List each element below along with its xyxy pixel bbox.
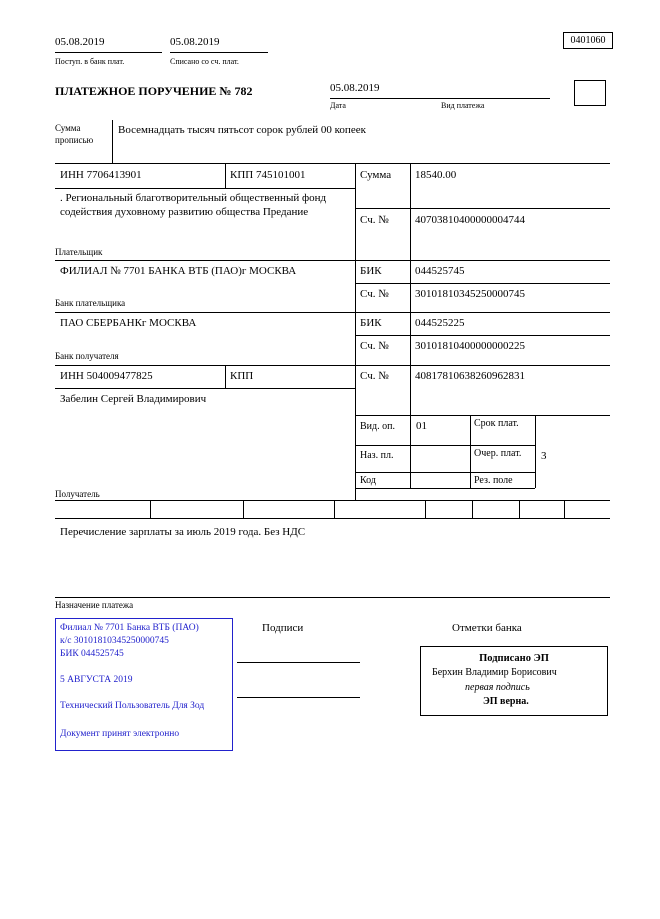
- amount-words: Восемнадцать тысяч пятьсот сорок рублей 00 копеек: [118, 124, 366, 136]
- grid-line: [355, 208, 610, 209]
- payee-name: Забелин Сергей Владимирович: [60, 393, 207, 405]
- payer-bank-caption: Банк плательщика: [55, 298, 126, 308]
- grid-line: [355, 415, 610, 416]
- payer-bank-account-label: Сч. №: [360, 288, 389, 300]
- signature-line: [237, 662, 360, 663]
- grid-line: [355, 335, 610, 336]
- status-box: [574, 80, 606, 106]
- payer-account: 40703810400000004744: [415, 214, 525, 226]
- grid-line: [225, 365, 226, 388]
- blue-stamp-operator: Технический Пользователь Для Зод: [60, 701, 205, 711]
- stamp-first-signature: первая подпись: [465, 682, 530, 693]
- grid-line: [425, 500, 426, 518]
- payer-kpp: КПП 745101001: [230, 169, 306, 181]
- ocher-plat-value: 3: [541, 450, 547, 462]
- sum-value: 18540.00: [415, 169, 457, 181]
- grid-line: [355, 488, 535, 489]
- grid-line: [334, 500, 335, 518]
- grid-line: [55, 388, 355, 389]
- grid-line: [470, 415, 471, 488]
- form-code-box: 0401060: [563, 32, 613, 49]
- payee-account-label: Сч. №: [360, 370, 389, 382]
- payee-kpp-label: КПП: [230, 370, 254, 382]
- payee-bank-account: 30101810400000000225: [415, 340, 525, 352]
- payee-caption: Получатель: [55, 489, 100, 499]
- payee-bank-bik: 044525225: [415, 317, 465, 329]
- payment-purpose-caption: Назначение платежа: [55, 600, 134, 610]
- ocher-plat-label: Очер. плат.: [474, 448, 522, 459]
- payment-kind-label: Вид платежа: [441, 101, 485, 110]
- payer-bank-bik: 044525745: [415, 265, 465, 277]
- date-received: 05.08.2019: [55, 36, 162, 53]
- grid-line: [112, 120, 113, 163]
- amount-words-label: Сумма прописью: [55, 123, 94, 146]
- payer-bank-bik-label: БИК: [360, 265, 382, 277]
- payer-caption: Плательщик: [55, 247, 103, 257]
- payee-bank-bik-label: БИК: [360, 317, 382, 329]
- grid-line: [55, 188, 355, 189]
- date-debited-label: Списано со сч. плат.: [170, 57, 239, 66]
- grid-line: [355, 163, 356, 500]
- grid-line: [55, 597, 610, 598]
- payee-bank-name: ПАО СБЕРБАНКг МОСКВА: [60, 317, 197, 329]
- grid-line: [355, 472, 535, 473]
- grid-line: [472, 500, 473, 518]
- grid-line: [355, 283, 610, 284]
- vid-op-label: Вид. оп.: [360, 421, 395, 432]
- payer-account-label: Сч. №: [360, 214, 389, 226]
- grid-line: [225, 163, 226, 188]
- document-date: 05.08.2019: [330, 82, 440, 99]
- grid-line: [564, 500, 565, 518]
- blue-stamp-corr-account: к/с 30101810345250000745: [60, 636, 169, 646]
- bank-marks-heading: Отметки банка: [452, 622, 522, 634]
- srok-plat-label: Срок плат.: [474, 418, 519, 429]
- grid-line: [55, 518, 610, 519]
- signatures-heading: Подписи: [262, 622, 304, 634]
- document-title: ПЛАТЕЖНОЕ ПОРУЧЕНИЕ № 782: [55, 84, 253, 98]
- payee-bank-caption: Банк получателя: [55, 351, 119, 361]
- grid-line: [150, 500, 151, 518]
- payee-bank-account-label: Сч. №: [360, 340, 389, 352]
- naz-pl-label: Наз. пл.: [360, 450, 394, 461]
- grid-line: [410, 163, 411, 488]
- payment-purpose: Перечисление зарплаты за июль 2019 года. Без НДС: [60, 526, 306, 538]
- vid-op-value: 01: [416, 420, 427, 432]
- payer-name: . Региональный благотворительный общественный фонд содействия духовному развитию общества Предание: [60, 192, 327, 218]
- signature-line: [237, 697, 360, 698]
- blue-stamp-bank-name: Филиал № 7701 Банка ВТБ (ПАО): [60, 623, 199, 633]
- payer-bank-name: ФИЛИАЛ № 7701 БАНКА ВТБ (ПАО)г МОСКВА: [60, 265, 297, 277]
- kod-label: Код: [360, 475, 376, 486]
- grid-line: [535, 415, 536, 488]
- payment-kind-underline: [437, 98, 550, 99]
- date-received-label: Поступ. в банк плат.: [55, 57, 125, 66]
- rez-pole-label: Рез. поле: [474, 475, 513, 486]
- grid-line: [355, 445, 535, 446]
- grid-line: [55, 260, 610, 261]
- blue-stamp-bik: БИК 044525745: [60, 649, 124, 659]
- stamp-valid-label: ЭП верна.: [483, 696, 529, 707]
- grid-line: [55, 365, 610, 366]
- date-debited: 05.08.2019: [170, 36, 268, 53]
- grid-line: [55, 312, 610, 313]
- stamp-signer-name: Берхин Владимир Борисович: [432, 667, 557, 678]
- document-date-label: Дата: [330, 101, 346, 110]
- grid-line: [55, 163, 610, 164]
- grid-line: [519, 500, 520, 518]
- stamp-signed-label: Подписано ЭП: [479, 653, 549, 664]
- grid-line: [55, 500, 610, 501]
- payee-account: 40817810638260962831: [415, 370, 525, 382]
- blue-stamp-date: 5 АВГУСТА 2019: [60, 675, 133, 685]
- sum-label: Сумма: [360, 169, 392, 181]
- payer-bank-account: 30101810345250000745: [415, 288, 525, 300]
- payer-inn: ИНН 7706413901: [60, 169, 142, 181]
- payee-inn: ИНН 504009477825: [60, 370, 153, 382]
- grid-line: [243, 500, 244, 518]
- blue-stamp-accepted: Документ принят электронно: [60, 729, 180, 739]
